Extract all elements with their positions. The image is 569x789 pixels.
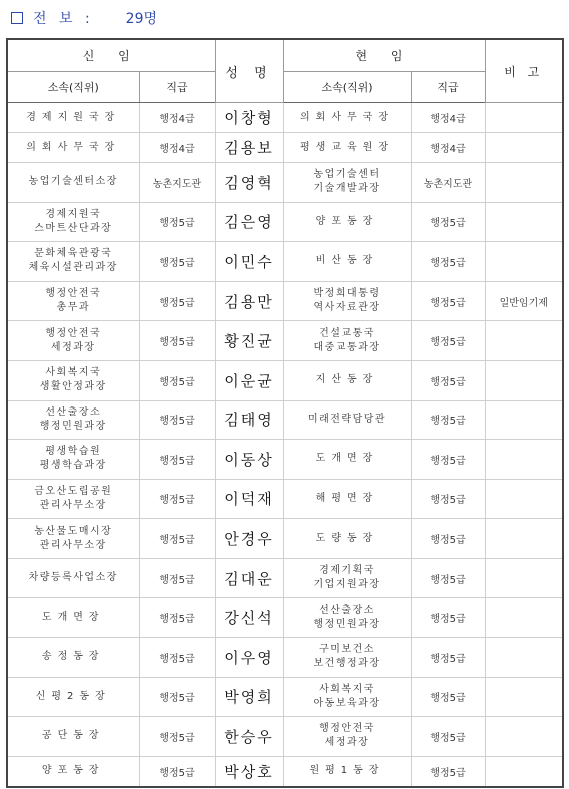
table-row xyxy=(7,440,563,480)
current-affiliation-cell: 의회사무국장 xyxy=(283,103,411,133)
table-row xyxy=(7,756,563,787)
name-cell: 박영희 xyxy=(215,677,283,717)
current-affiliation-cell: 평생교육원장 xyxy=(283,133,411,163)
new-grade-cell: 행정5급 xyxy=(139,321,215,361)
header-current-affiliation: 소속(직위) xyxy=(283,72,411,103)
new-affiliation-cell: 신평2동장 xyxy=(7,677,139,717)
current-affiliation-cell: 도량동장 xyxy=(283,519,411,559)
table-row xyxy=(7,400,563,440)
note-cell xyxy=(485,440,563,480)
new-affiliation-cell: 평생학습원 평생학습과장 xyxy=(7,440,139,480)
new-affiliation-cell: 행정안전국 세정과장 xyxy=(7,321,139,361)
note-cell xyxy=(485,598,563,638)
current-grade-cell: 행정5급 xyxy=(411,281,485,321)
current-grade-cell: 행정4급 xyxy=(411,103,485,133)
new-grade-cell: 행정5급 xyxy=(139,558,215,598)
new-affiliation-cell: 농업기술센터소장 xyxy=(7,163,139,203)
heading-count: 29명 xyxy=(125,11,158,27)
current-grade-cell: 행정5급 xyxy=(411,440,485,480)
name-cell: 박상호 xyxy=(215,756,283,787)
current-affiliation-cell: 해평면장 xyxy=(283,479,411,519)
current-grade-cell: 행정5급 xyxy=(411,756,485,787)
new-affiliation-cell: 선산출장소 행정민원과장 xyxy=(7,400,139,440)
current-grade-cell: 행정5급 xyxy=(411,598,485,638)
note-cell xyxy=(485,400,563,440)
header-name: 성 명 xyxy=(215,39,283,103)
header-current-post: 현 임 xyxy=(283,39,485,72)
table-row xyxy=(7,558,563,598)
new-grade-cell: 행정4급 xyxy=(139,103,215,133)
current-affiliation-cell: 행정안전국 세정과장 xyxy=(283,717,411,757)
new-affiliation-cell: 문화체육관광국 체육시설관리과장 xyxy=(7,242,139,282)
new-grade-cell: 행정5급 xyxy=(139,202,215,242)
table-row xyxy=(7,321,563,361)
table-row xyxy=(7,637,563,677)
name-cell: 이창형 xyxy=(215,103,283,133)
note-cell xyxy=(485,321,563,361)
section-heading xyxy=(11,8,157,28)
new-affiliation-cell: 의회사무국장 xyxy=(7,133,139,163)
new-grade-cell: 행정5급 xyxy=(139,637,215,677)
current-grade-cell: 행정5급 xyxy=(411,321,485,361)
header-new-grade: 직급 xyxy=(139,72,215,103)
table-row xyxy=(7,281,563,321)
table-row xyxy=(7,133,563,163)
name-cell: 이민수 xyxy=(215,242,283,282)
name-cell: 김용만 xyxy=(215,281,283,321)
current-affiliation-cell: 박정희대통령 역사자료관장 xyxy=(283,281,411,321)
new-grade-cell: 행정5급 xyxy=(139,400,215,440)
new-grade-cell: 행정5급 xyxy=(139,281,215,321)
new-grade-cell: 행정5급 xyxy=(139,360,215,400)
current-grade-cell: 행정5급 xyxy=(411,637,485,677)
current-grade-cell: 행정5급 xyxy=(411,479,485,519)
table-row xyxy=(7,360,563,400)
name-cell: 이운균 xyxy=(215,360,283,400)
current-grade-cell: 행정5급 xyxy=(411,519,485,559)
name-cell: 이우영 xyxy=(215,637,283,677)
new-affiliation-cell: 차량등록사업소장 xyxy=(7,558,139,598)
new-affiliation-cell: 경제지원국장 xyxy=(7,103,139,133)
heading-label: 전 보 : xyxy=(33,11,94,27)
table-row xyxy=(7,103,563,133)
name-cell: 김은영 xyxy=(215,202,283,242)
new-grade-cell: 행정5급 xyxy=(139,717,215,757)
new-grade-cell: 행정5급 xyxy=(139,440,215,480)
header-new-affiliation: 소속(직위) xyxy=(7,72,139,103)
table-row xyxy=(7,242,563,282)
current-affiliation-cell: 도개면장 xyxy=(283,440,411,480)
new-affiliation-cell: 양포동장 xyxy=(7,756,139,787)
current-grade-cell: 행정5급 xyxy=(411,360,485,400)
current-grade-cell: 행정5급 xyxy=(411,242,485,282)
new-affiliation-cell: 경제지원국 스마트산단과장 xyxy=(7,202,139,242)
current-grade-cell: 농촌지도관 xyxy=(411,163,485,203)
note-cell xyxy=(485,637,563,677)
new-affiliation-cell: 금오산도립공원 관리사무소장 xyxy=(7,479,139,519)
note-cell xyxy=(485,133,563,163)
current-grade-cell: 행정5급 xyxy=(411,717,485,757)
table-row xyxy=(7,717,563,757)
name-cell: 강신석 xyxy=(215,598,283,638)
current-grade-cell: 행정4급 xyxy=(411,133,485,163)
current-affiliation-cell: 사회복지국 아동보육과장 xyxy=(283,677,411,717)
table-row xyxy=(7,479,563,519)
new-grade-cell: 농촌지도관 xyxy=(139,163,215,203)
note-cell xyxy=(485,202,563,242)
table-row xyxy=(7,519,563,559)
note-cell xyxy=(485,242,563,282)
checkbox-square-icon xyxy=(11,12,23,24)
current-affiliation-cell: 구미보건소 보건행정과장 xyxy=(283,637,411,677)
name-cell: 안경우 xyxy=(215,519,283,559)
new-grade-cell: 행정5급 xyxy=(139,242,215,282)
current-affiliation-cell: 양포동장 xyxy=(283,202,411,242)
header-new-post: 신 임 xyxy=(7,39,215,72)
table-row xyxy=(7,202,563,242)
current-affiliation-cell: 미래전략담당관 xyxy=(283,400,411,440)
current-grade-cell: 행정5급 xyxy=(411,202,485,242)
table-row xyxy=(7,677,563,717)
new-affiliation-cell: 행정안전국 총무과 xyxy=(7,281,139,321)
name-cell: 김영혁 xyxy=(215,163,283,203)
header-current-grade: 직급 xyxy=(411,72,485,103)
new-affiliation-cell: 공단동장 xyxy=(7,717,139,757)
name-cell: 김대운 xyxy=(215,558,283,598)
current-affiliation-cell: 건설교통국 대중교통과장 xyxy=(283,321,411,361)
name-cell: 이덕재 xyxy=(215,479,283,519)
personnel-transfer-table xyxy=(6,38,564,788)
name-cell: 한승우 xyxy=(215,717,283,757)
name-cell: 이동상 xyxy=(215,440,283,480)
note-cell xyxy=(485,103,563,133)
new-grade-cell: 행정5급 xyxy=(139,598,215,638)
current-grade-cell: 행정5급 xyxy=(411,677,485,717)
new-grade-cell: 행정5급 xyxy=(139,677,215,717)
note-cell xyxy=(485,717,563,757)
new-affiliation-cell: 도개면장 xyxy=(7,598,139,638)
header-note: 비 고 xyxy=(485,39,563,103)
table-body xyxy=(7,103,563,788)
new-grade-cell: 행정5급 xyxy=(139,756,215,787)
current-grade-cell: 행정5급 xyxy=(411,558,485,598)
name-cell: 김용보 xyxy=(215,133,283,163)
note-cell xyxy=(485,677,563,717)
name-cell: 김태영 xyxy=(215,400,283,440)
new-grade-cell: 행정4급 xyxy=(139,133,215,163)
current-affiliation-cell: 경제기획국 기업지원과장 xyxy=(283,558,411,598)
current-affiliation-cell: 원평1동장 xyxy=(283,756,411,787)
current-affiliation-cell: 비산동장 xyxy=(283,242,411,282)
note-cell: 일반임기제 xyxy=(485,281,563,321)
note-cell xyxy=(485,163,563,203)
new-affiliation-cell: 사회복지국 생활안정과장 xyxy=(7,360,139,400)
new-affiliation-cell: 농산물도매시장 관리사무소장 xyxy=(7,519,139,559)
new-grade-cell: 행정5급 xyxy=(139,519,215,559)
current-affiliation-cell: 지산동장 xyxy=(283,360,411,400)
name-cell: 황진균 xyxy=(215,321,283,361)
note-cell xyxy=(485,756,563,787)
current-grade-cell: 행정5급 xyxy=(411,400,485,440)
new-grade-cell: 행정5급 xyxy=(139,479,215,519)
table-row xyxy=(7,598,563,638)
current-affiliation-cell: 선산출장소 행정민원과장 xyxy=(283,598,411,638)
note-cell xyxy=(485,479,563,519)
new-affiliation-cell: 송정동장 xyxy=(7,637,139,677)
table-row xyxy=(7,163,563,203)
current-affiliation-cell: 농업기술센터 기술개발과장 xyxy=(283,163,411,203)
note-cell xyxy=(485,360,563,400)
note-cell xyxy=(485,519,563,559)
note-cell xyxy=(485,558,563,598)
